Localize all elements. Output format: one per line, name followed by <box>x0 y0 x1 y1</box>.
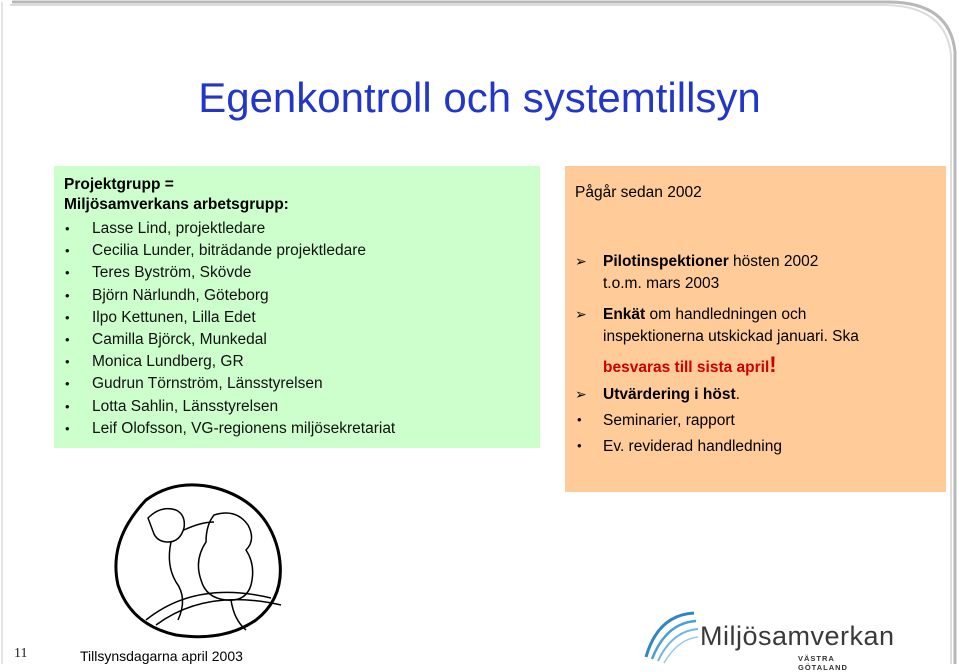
logo-subtext: VÄSTRA GÖTALAND <box>798 654 848 672</box>
item1-rest: hösten 2002 <box>728 253 819 270</box>
status-item-1 <box>603 253 818 271</box>
member-text: Björn Närlundh, Göteborg <box>92 286 269 304</box>
since-text: Pågår sedan 2002 <box>575 184 702 201</box>
arrow-icon: ➢ <box>575 253 587 269</box>
bullet-icon: • <box>65 420 70 436</box>
status-item-5: Ev. reviderad handledning <box>603 438 782 455</box>
member-text: Cecilia Lunder, biträdande projektledare <box>92 242 367 260</box>
member-text: Leif Olofsson, VG-regionens miljösekretariat <box>92 419 396 437</box>
member-item <box>64 329 395 351</box>
member-text: Lotta Sahlin, Länsstyrelsen <box>92 397 279 415</box>
member-text: Gudrun Törnström, Länsstyrelsen <box>92 375 323 393</box>
arrow-icon: ➢ <box>575 306 587 322</box>
footer-text: Tillsynsdagarna april 2003 <box>80 648 243 664</box>
member-text: Monica Lundberg, GR <box>92 353 244 371</box>
member-item <box>64 418 395 440</box>
status-box <box>565 166 946 492</box>
status-item-2 <box>603 306 806 324</box>
member-item <box>64 262 395 284</box>
page-number: 11 <box>14 646 28 661</box>
member-item <box>64 351 395 373</box>
bullet-icon: • <box>577 412 582 427</box>
member-text: Teres Byström, Skövde <box>92 264 252 282</box>
item2-rest: om handledningen och <box>645 306 807 323</box>
monkeys-illustration <box>106 470 306 645</box>
bullet-icon: • <box>577 438 582 453</box>
project-group-box <box>54 166 540 448</box>
logo-text: Miljösamverkan <box>700 621 895 651</box>
member-item <box>64 240 395 262</box>
item2-red: besvaras till sista april <box>603 359 770 376</box>
member-item <box>64 285 395 307</box>
item2-bold: Enkät <box>603 306 646 323</box>
bullet-icon: • <box>65 398 70 414</box>
bullet-icon: • <box>65 287 70 303</box>
member-item <box>64 218 395 240</box>
member-item <box>64 396 395 418</box>
member-item <box>64 307 395 329</box>
item1-line2: t.o.m. mars 2003 <box>603 275 720 292</box>
bullet-icon: • <box>65 221 70 236</box>
group-heading-2: Miljösamverkans arbetsgrupp: <box>64 196 289 213</box>
member-item <box>64 373 395 395</box>
status-item-4: Seminarier, rapport <box>603 412 735 429</box>
item1-bold: Pilotinspektioner <box>603 253 729 270</box>
item3-bold: Utvärdering i höst <box>603 386 736 403</box>
member-text: Ilpo Kettunen, Lilla Edet <box>92 308 256 326</box>
item2-line2: inspektionerna utskickad januari. Ska <box>603 328 859 345</box>
group-heading-1: Projektgrupp = <box>64 176 174 193</box>
logo-swirl-icon <box>638 605 700 665</box>
bullet-icon: • <box>65 331 70 347</box>
arrow-icon: ➢ <box>575 386 587 402</box>
bullet-icon: • <box>65 309 70 325</box>
member-text: Camilla Björck, Munkedal <box>92 330 267 348</box>
status-item-3 <box>603 386 740 404</box>
slide-title: Egenkontroll och systemtillsyn <box>198 74 761 121</box>
bullet-icon: • <box>65 243 70 259</box>
bullet-icon: • <box>65 265 70 281</box>
member-text: Lasse Lind, projektledare <box>92 220 266 237</box>
bullet-icon: • <box>65 354 70 370</box>
miljosamverkan-logo <box>638 605 895 672</box>
item3-rest: . <box>735 386 740 403</box>
item2-exclamation: ! <box>769 352 777 377</box>
item2-line3 <box>603 352 777 378</box>
member-list <box>64 218 395 440</box>
bullet-icon: • <box>65 376 70 392</box>
